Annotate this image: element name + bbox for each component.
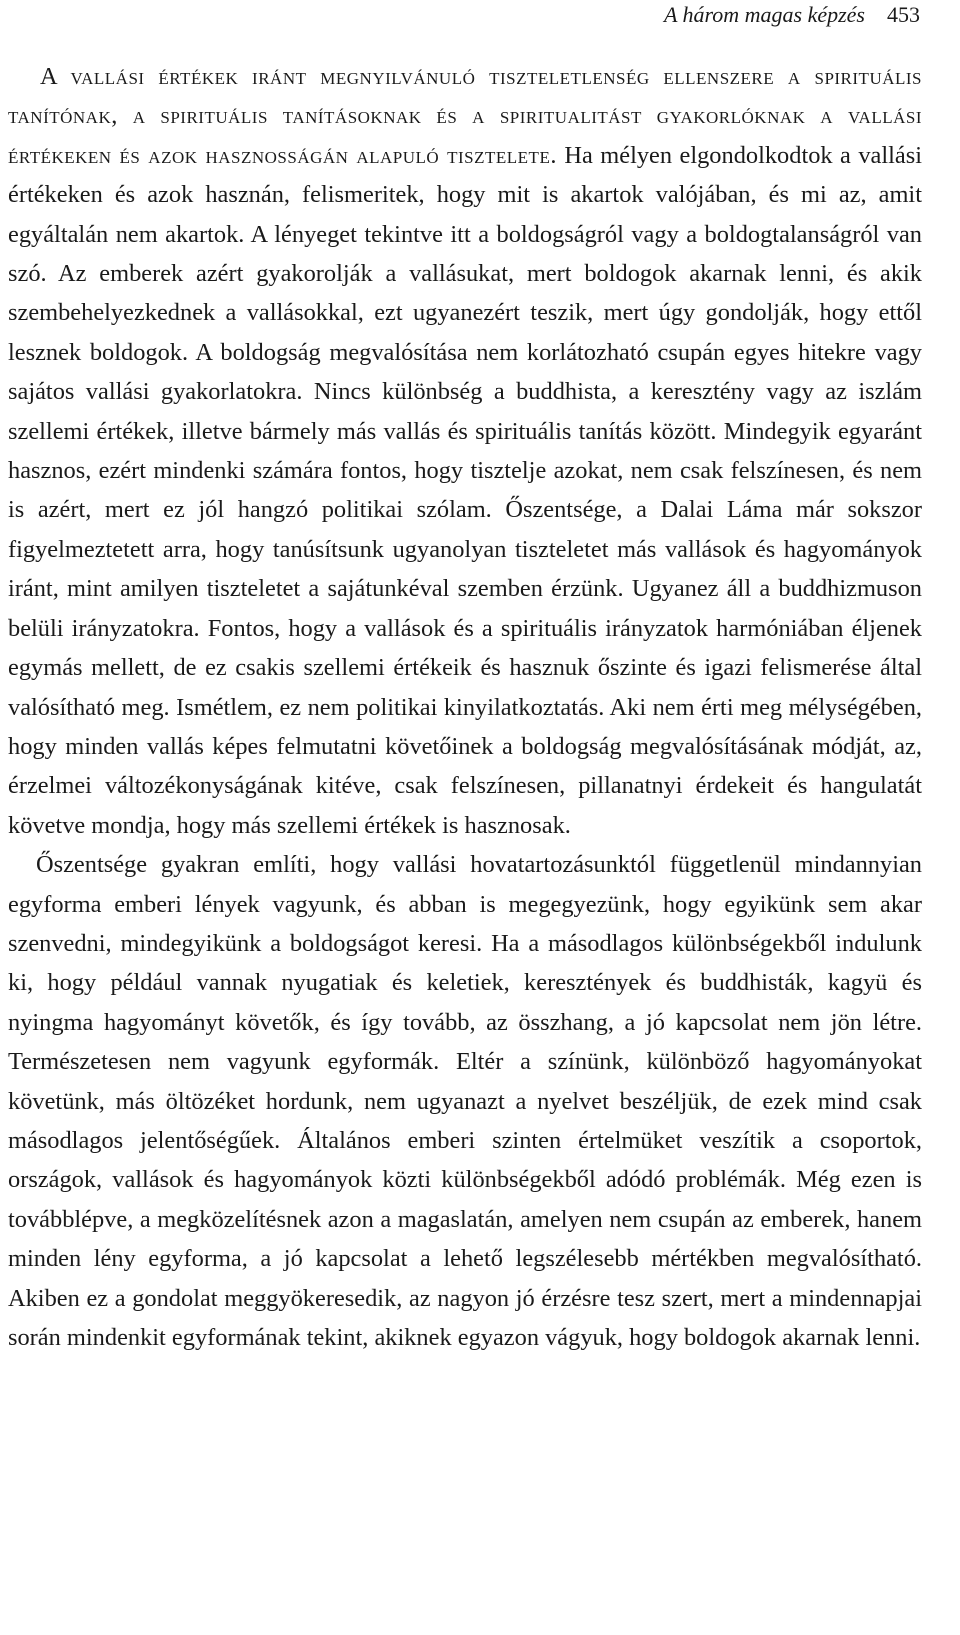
running-header — [664, 0, 920, 30]
paragraph-2 — [8, 845, 922, 1357]
page-body — [8, 57, 922, 1357]
paragraph-1 — [8, 57, 922, 845]
running-title: A három magas képzés — [663, 2, 865, 27]
section-heading: A vallási értékek iránt megnyilvánuló tiszteletlenség ellenszere a spirituális tanítónak, a spirituális tanításoknak és a spiritualitást gyakorlóknak a vallási értékeken és azok hasznosságán alapuló tisztelete. — [8, 63, 922, 169]
paragraph-1-text: Ha mélyen elgondolkodtok a vallási értékeken és azok hasznán, felismeritek, hogy mit is akartok valójában, és mi az, amit egyáltalán nem akartok. A lényeget tekintve itt a boldogságról vagy a boldogtalanságról van szó. Az emberek azért gyakorolják a vallásukat, mert boldogok akarnak lenni, és akik szembehelyezkednek a vallásokkal, ezt ugyanezért teszik, mert úgy gondolják, hogy ettől lesznek boldogok. A boldogság megvalósítása nem korlátozható csupán egyes hitekre vagy sajátos vallási gyakorlatokra. Nincs különbség a buddhista, a keresztény vagy az iszlám szellemi értékek, illetve bármely más vallás és spirituális tanítás között. Mindegyik egyaránt hasznos, ezért mindenki számára fontos, hogy tisztelje azokat, nem csak felszínesen, és nem is azért, mert ez jól hangzó politikai szólam. Őszentsége, a Dalai Láma már sokszor figyelmeztetett arra, hogy tanúsítsunk ugyanolyan tiszteletet más vallások és hagyományok iránt, mint amilyen tiszteletet a sajátunkéval szemben érzünk. Ugyanez áll a buddhizmuson belüli irányzatokra. Fontos, hogy a vallások és a spirituális irányzatok harmóniában éljenek egymás mellett, de ez csakis szellemi értékeik és hasznuk őszinte és igazi felismerése által valósítható meg. Ismétlem, ez nem politikai kinyilatkoztatás. Aki nem érti meg mélységében, hogy minden vallás képes felmutatni követőinek a boldogság megvalósításának módját, az, érzelmei változékonyságának kitéve, csak felszínesen, pillanatnyi érdekeit és hangulatát követve mondja, hogy más szellemi értékek is hasznosak. — [8, 141, 922, 839]
page-number: 453 — [887, 2, 920, 27]
paragraph-2-text: Őszentsége gyakran említi, hogy vallási hovatartozásunktól függetlenül mindannyian egyforma emberi lények vagyunk, és abban is megegyezünk, hogy egyikünk sem akar szenvedni, mindegyikünk a boldogságot keresi. Ha a másodlagos különbségekből indulunk ki, hogy például vannak nyugatiak és keletiek, keresztények és buddhisták, kagyü és nyingma hagyományt követők, és így tovább, az összhang, a jó kapcsolat nem jön létre. Természetesen nem vagyunk egyformák. Eltér a színünk, különböző hagyományokat követünk, más öltözéket hordunk, nem ugyanazt a nyelvet beszéljük, de ezek mind csak másodlagos jelentőségűek. Általános emberi szinten értelmüket veszítik a csoportok, országok, vallások és hagyományok közti különbségekből adódó problémák. Még ezen is továbblépve, a megközelítésnek azon a magaslatán, amelyen nem csupán az emberek, hanem minden lény egyforma, a jó kapcsolat a lehető legszélesebb mértékben megvalósítható. Akiben ez a gondolat meggyökeresedik, az nagyon jó érzésre tesz szert, mert a mindennapjai során mindenkit egyformának tekint, akiknek egyazon vágyuk, hogy boldogok akarnak lenni. — [8, 851, 922, 1351]
